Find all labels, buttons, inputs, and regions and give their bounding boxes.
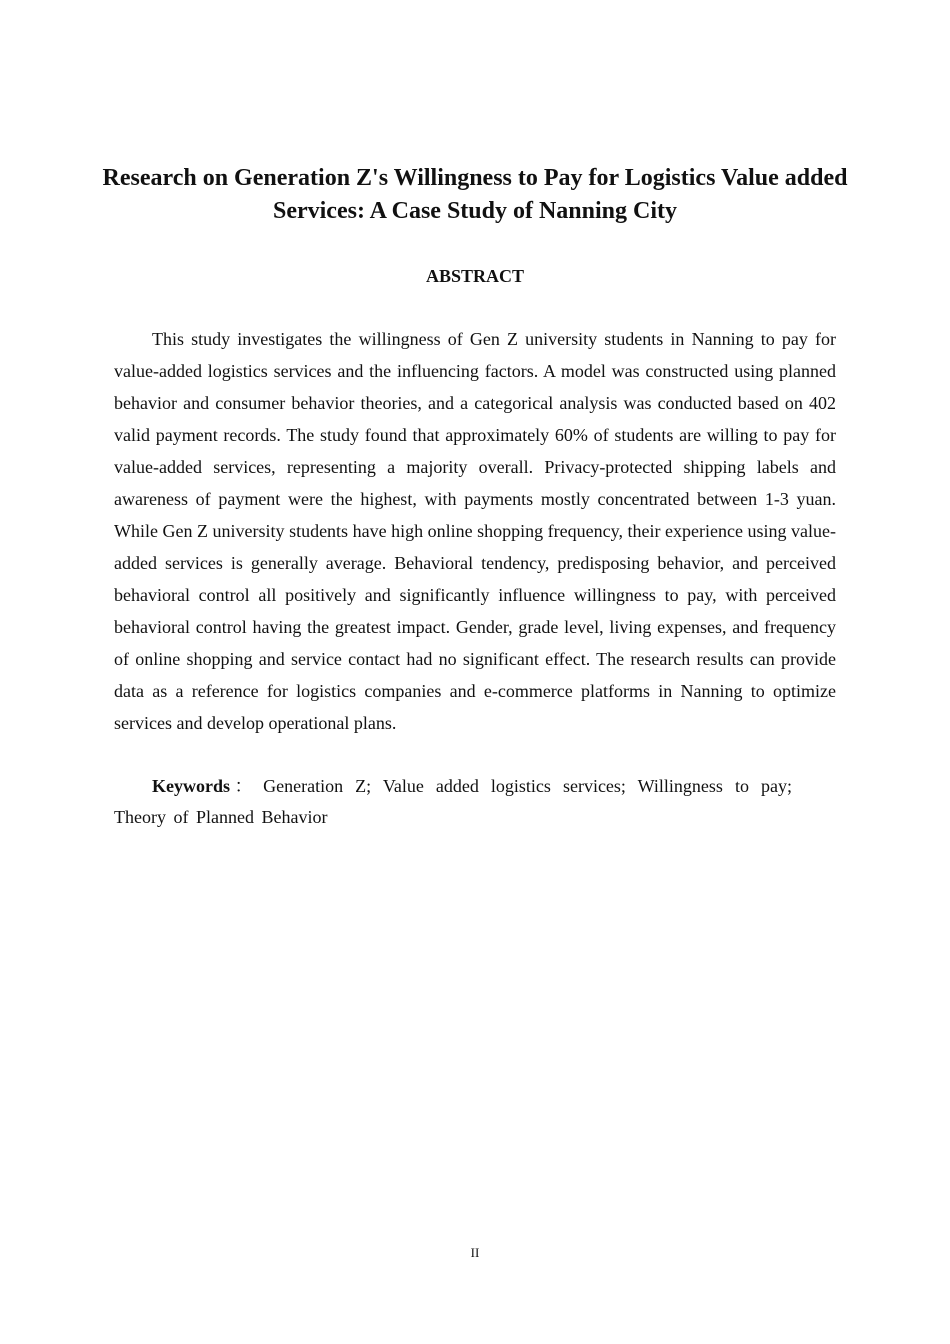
keywords-section [114, 771, 792, 833]
abstract-heading: ABSTRACT [425, 266, 525, 286]
keywords-separator: ： [230, 776, 258, 796]
page-number: II [470, 1245, 480, 1260]
keywords-list: Generation Z; Value added logistics services; Willingness to pay; Theory of Planned Behavior [114, 776, 793, 827]
abstract-paragraph: This study investigates the willingness of Gen Z university students in Nanning to pay for value-added logistics services and the influencing factors. A model was constructed using planned behavior and consumer behavior theories, and a categorical analysis was conducted based on 402 valid payment records. The study found that approximately 60% of students are willing to pay for value-added services, representing a majority overall. Privacy-protected shipping labels and awareness of payment were the highest, with payments mostly concentrated between 1-3 yuan. While Gen Z university students have high online shopping frequency, their experience using value-added services is generally average. Behavioral tendency, predisposing behavior, and perceived behavioral control all positively and significantly influence willingness to pay, with perceived behavioral control having the greatest impact. Gender, grade level, living expenses, and frequency of online shopping and service contact had no significant effect. The research results can provide data as a reference for logistics companies and e-commerce platforms in Nanning to optimize services and develop operational plans. [114, 329, 836, 733]
paper-title: Research on Generation Z's Willingness to Pay for Logistics Value added Services: A Case Study of Nanning City [102, 165, 848, 224]
keywords-label: Keywords [152, 776, 230, 796]
